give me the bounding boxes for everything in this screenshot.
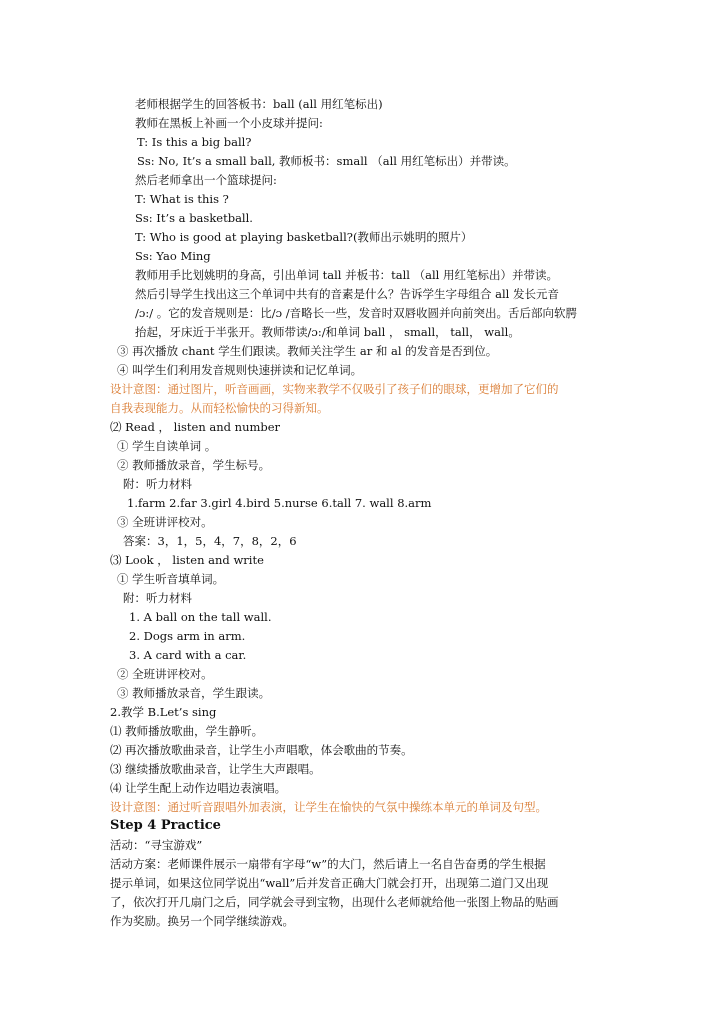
text-line: /ɔ:/ 。它的发音规则是：比/ɔ /音略长一些，发音时双唇收圆并向前突出。舌后部向软腭 bbox=[135, 306, 578, 320]
text-line: 2. Dogs arm in arm. bbox=[129, 629, 246, 643]
text-line: T: What is this ? bbox=[135, 192, 229, 206]
text-line: ③ 教师播放录音，学生跟读。 bbox=[117, 686, 271, 700]
text-line: ④ 叫学生们利用发音规则快速拼读和记忆单词。 bbox=[117, 363, 363, 377]
text-line: T: Who is good at playing basketball?(教师出示姚明的照片） bbox=[135, 230, 473, 244]
text-line: Ss: Yao Ming bbox=[135, 249, 211, 263]
design-intent-note: 自我表现能力。从而轻松愉快的习得新知。 bbox=[110, 401, 329, 415]
text-line: T: Is this a big ball? bbox=[137, 135, 252, 149]
step-heading: Step 4 Practice bbox=[110, 818, 221, 833]
text-line: 教师用手比划姚明的身高，引出单词 tall 并板书：tall （all 用红笔标出）并带读。 bbox=[135, 268, 558, 282]
text-line: ② 教师播放录音，学生标号。 bbox=[117, 458, 271, 472]
text-line: ⑵ 再次播放歌曲录音，让学生小声唱歌，体会歌曲的节奏。 bbox=[110, 743, 413, 757]
text-line: 3. A card with a car. bbox=[129, 648, 247, 662]
text-line: ⑶ 继续播放歌曲录音，让学生大声跟唱。 bbox=[110, 762, 321, 776]
text-line: 提示单词，如果这位同学说出“wall”后并发音正确大门就会打开，出现第二道门又出现 bbox=[110, 876, 549, 890]
text-line: ③ 全班讲评校对。 bbox=[117, 515, 213, 529]
design-intent-note: 设计意图：通过图片，听音画画，实物来教学不仅吸引了孩子们的眼球，更增加了它们的 bbox=[110, 382, 559, 396]
text-line: 答案：3，1，5，4，7，8，2，6 bbox=[123, 534, 297, 548]
text-line: 附：听力材料 bbox=[123, 591, 192, 605]
text-line: 1. A ball on the tall wall. bbox=[129, 610, 272, 624]
text-line: 然后老师拿出一个篮球提问: bbox=[135, 173, 277, 187]
text-line: 老师根据学生的回答板书：ball (all 用红笔标出) bbox=[135, 97, 383, 111]
text-line: ① 学生听音填单词。 bbox=[117, 572, 225, 586]
text-line: 抬起，牙床近于半张开。教师带读/ɔ:/和单词 ball ， small， tall， wall。 bbox=[135, 325, 520, 339]
text-line: ① 学生自读单词 。 bbox=[117, 439, 217, 453]
text-line: 然后引导学生找出这三个单词中共有的音素是什么？告诉学生字母组合 all 发长元音 bbox=[135, 287, 560, 301]
section-heading: ⑵ Read ， listen and number bbox=[110, 420, 281, 434]
text-line: 活动方案：老师课件展示一扇带有字母“w”的大门，然后请上一名自告奋勇的学生根据 bbox=[110, 857, 546, 871]
text-line: ② 全班讲评校对。 bbox=[117, 667, 213, 681]
text-line: 1.farm 2.far 3.girl 4.bird 5.nurse 6.tall 7. wall 8.arm bbox=[127, 496, 432, 510]
text-line: Ss: It’s a basketball. bbox=[135, 211, 253, 225]
text-line: 了，依次打开几扇门之后，同学就会寻到宝物，出现什么老师就给他一张图上物品的贴画 bbox=[110, 895, 559, 909]
text-line: ⑷ 让学生配上动作边唱边表演唱。 bbox=[110, 781, 287, 795]
text-line: ③ 再次播放 chant 学生们跟读。教师关注学生 ar 和 al 的发音是否到位。 bbox=[117, 344, 498, 358]
section-heading: 2.教学 B.Let’s sing bbox=[110, 705, 217, 719]
text-line: 教师在黑板上补画一个小皮球并提问: bbox=[135, 116, 323, 130]
text-line: 附：听力材料 bbox=[123, 477, 192, 491]
text-line: 作为奖励。换另一个同学继续游戏。 bbox=[110, 914, 294, 928]
text-line: Ss: No, It’s a small ball, 教师板书：small （all 用红笔标出）并带读。 bbox=[137, 154, 516, 168]
design-intent-note: 设计意图：通过听音跟唱外加表演，让学生在愉快的气氛中操练本单元的单词及句型。 bbox=[110, 800, 547, 814]
section-heading: ⑶ Look ， listen and write bbox=[110, 553, 264, 567]
text-line: 活动：“寻宝游戏” bbox=[110, 838, 203, 852]
text-line: ⑴ 教师播放歌曲，学生静听。 bbox=[110, 724, 264, 738]
